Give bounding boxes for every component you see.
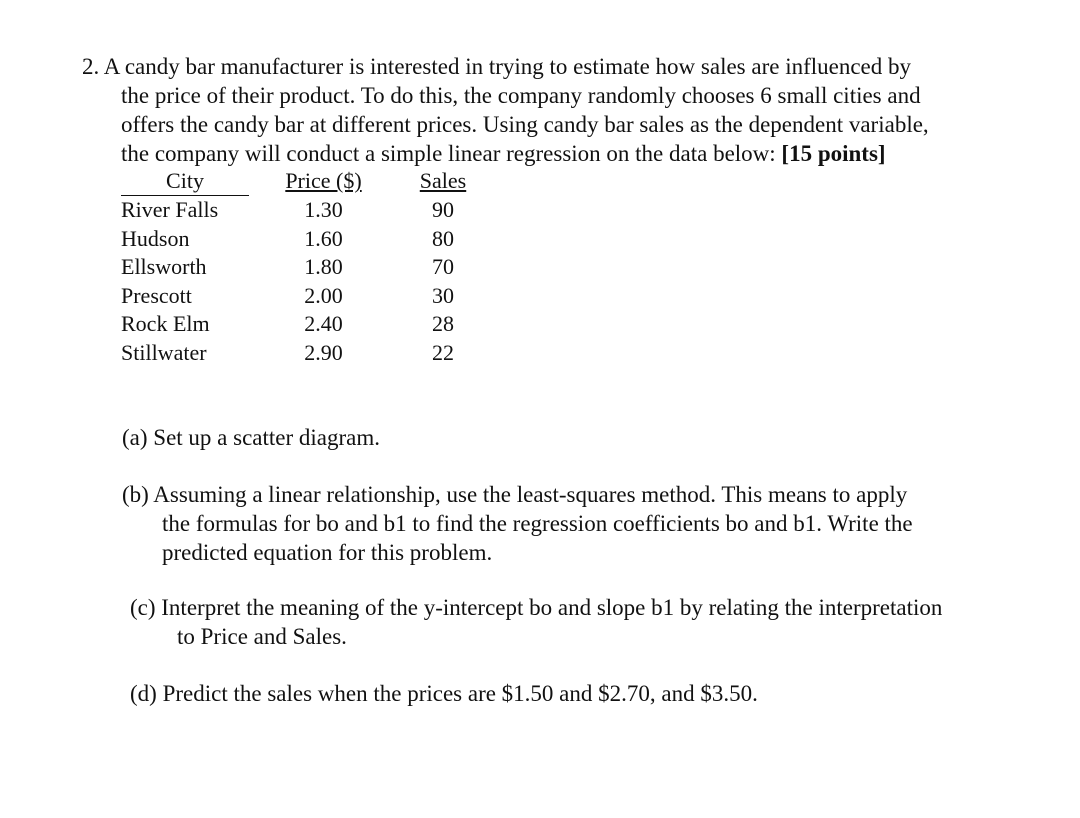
part-a-line-1: (a) Set up a scatter diagram. xyxy=(122,425,380,450)
problem-line-2: the price of their product. To do this, the company randomly chooses 6 small cities and xyxy=(121,83,921,108)
sales-cell: 70 xyxy=(432,254,454,280)
sales-cell: 28 xyxy=(432,311,454,337)
table-row xyxy=(121,282,482,311)
table-row xyxy=(121,339,482,368)
points-label: [15 points] xyxy=(781,141,886,166)
city-cell: Hudson xyxy=(121,225,190,251)
table-row xyxy=(121,310,482,339)
sales-cell: 22 xyxy=(432,339,454,365)
part-a xyxy=(122,423,380,452)
problem-statement xyxy=(82,52,1042,168)
problem-line-1: 2. A candy bar manufacturer is interested in trying to estimate how sales are influenced by xyxy=(82,54,912,79)
part-c xyxy=(130,593,942,651)
column-header-city: City xyxy=(121,167,249,196)
part-b-line-1: (b) Assuming a linear relationship, use the least-squares method. This means to apply xyxy=(122,482,908,507)
sales-cell: 90 xyxy=(432,196,454,222)
data-table xyxy=(121,167,482,368)
price-cell: 1.60 xyxy=(304,225,343,251)
part-d xyxy=(130,679,758,708)
city-cell: Stillwater xyxy=(121,339,207,365)
part-c-line-1: (c) Interpret the meaning of the y-intercept bo and slope b1 by relating the interpretation xyxy=(130,595,943,620)
part-b-line-3: predicted equation for this problem. xyxy=(162,540,493,565)
table-row xyxy=(121,253,482,282)
part-b-line-2: the formulas for bo and b1 to find the regression coefficients bo and b1. Write the xyxy=(162,511,913,536)
sales-cell: 80 xyxy=(432,225,454,251)
price-cell: 2.40 xyxy=(304,311,343,337)
part-d-line-1: (d) Predict the sales when the prices are $1.50 and $2.70, and $3.50. xyxy=(130,681,758,706)
column-header-price: Price ($) xyxy=(285,168,362,194)
city-cell: Prescott xyxy=(121,282,192,308)
problem-line-4 xyxy=(82,139,1042,168)
price-cell: 1.30 xyxy=(304,196,343,222)
problem-line-4-text: the company will conduct a simple linear regression on the data below: xyxy=(121,141,782,166)
price-cell: 1.80 xyxy=(304,254,343,280)
part-c-line-2: to Price and Sales. xyxy=(177,624,347,649)
table-header-row xyxy=(121,167,482,196)
price-cell: 2.00 xyxy=(304,282,343,308)
price-cell: 2.90 xyxy=(304,339,343,365)
table-row xyxy=(121,225,482,254)
city-cell: River Falls xyxy=(121,197,219,222)
column-header-sales: Sales xyxy=(419,168,467,194)
part-b xyxy=(122,480,913,567)
problem-line-3: offers the candy bar at different prices. Using candy bar sales as the dependent variable, xyxy=(121,112,929,137)
city-cell: Rock Elm xyxy=(121,311,210,337)
city-cell: Ellsworth xyxy=(121,254,207,280)
sales-cell: 30 xyxy=(432,282,454,308)
table-row xyxy=(121,196,482,225)
